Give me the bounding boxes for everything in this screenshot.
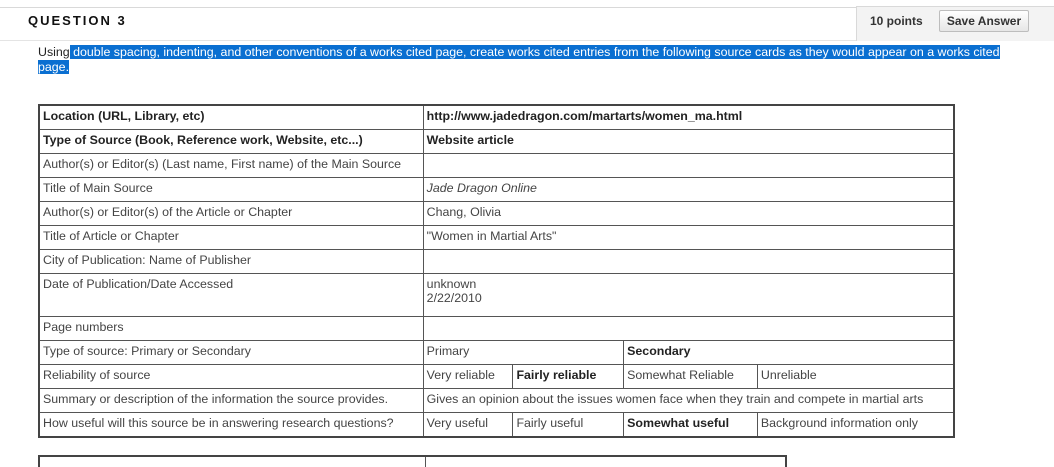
article-title-value: "Women in Martial Arts" <box>423 226 954 250</box>
article-author-value: Chang, Olivia <box>423 202 954 226</box>
option-very-reliable: Very reliable <box>423 365 513 389</box>
main-author-value <box>423 154 954 178</box>
instruction-text: Using <box>38 45 70 59</box>
date-accessed: 2/22/2010 <box>426 291 482 305</box>
table-row <box>39 274 954 317</box>
location-value: http://www.jadedragon.com/martarts/women_ma.html <box>423 105 954 130</box>
option-very-useful: Very useful <box>423 413 513 438</box>
row-label-city: City of Publication: Name of Publisher <box>39 250 423 274</box>
city-value <box>423 250 954 274</box>
table-row <box>39 178 954 202</box>
date-published: unknown <box>426 277 477 291</box>
table-row <box>39 226 954 250</box>
row-label-article-title: Title of Article or Chapter <box>39 226 423 250</box>
save-answer-button[interactable]: Save Answer <box>939 10 1029 32</box>
table-row <box>39 413 954 438</box>
option-unreliable: Unreliable <box>757 365 954 389</box>
row-label-type: Type of Source (Book, Reference work, Website, etc...) <box>39 130 423 154</box>
table-row <box>39 202 954 226</box>
option-secondary: Secondary <box>624 341 954 365</box>
instruction-selected-text[interactable]: double spacing, indenting, and other conventions of a works cited page, create works cited entries from the following source cards as they would appear on a works cited page. <box>38 45 1000 74</box>
table-row <box>39 105 954 130</box>
question-instructions <box>38 45 1028 75</box>
row-label-primary-secondary: Type of source: Primary or Secondary <box>39 341 423 365</box>
next-source-card-table <box>38 455 787 467</box>
source-card-table <box>38 104 955 438</box>
table-row <box>39 130 954 154</box>
table-row <box>39 365 954 389</box>
pages-value <box>423 317 954 341</box>
row-label-main-title: Title of Main Source <box>39 178 423 202</box>
option-background-only: Background information only <box>757 413 954 438</box>
points-value: 10 points <box>870 14 923 28</box>
row-label-pages: Page numbers <box>39 317 423 341</box>
row-label-date: Date of Publication/Date Accessed <box>39 274 423 317</box>
date-value <box>423 274 954 317</box>
row-label-main-author: Author(s) or Editor(s) (Last name, First name) of the Main Source <box>39 154 423 178</box>
table-row <box>39 389 954 413</box>
row-label-reliability: Reliability of source <box>39 365 423 389</box>
table-row <box>39 341 954 365</box>
row-label-article-author: Author(s) or Editor(s) of the Article or Chapter <box>39 202 423 226</box>
next-table-divider <box>425 457 426 467</box>
row-label-summary: Summary or description of the information the source provides. <box>39 389 423 413</box>
option-somewhat-useful: Somewhat useful <box>624 413 758 438</box>
option-fairly-useful: Fairly useful <box>513 413 624 438</box>
summary-value: Gives an opinion about the issues women face when they train and compete in martial arts <box>423 389 954 413</box>
question-title: QUESTION 3 <box>28 13 127 28</box>
table-row <box>39 250 954 274</box>
table-row <box>39 154 954 178</box>
main-title-value: Jade Dragon Online <box>423 178 954 202</box>
header-divider <box>0 7 856 8</box>
option-primary: Primary <box>423 341 623 365</box>
question-header <box>0 0 1054 41</box>
option-fairly-reliable: Fairly reliable <box>513 365 624 389</box>
row-label-location: Location (URL, Library, etc) <box>39 105 423 130</box>
type-value: Website article <box>423 130 954 154</box>
option-somewhat-reliable: Somewhat Reliable <box>624 365 758 389</box>
table-row <box>39 317 954 341</box>
row-label-usefulness: How useful will this source be in answering research questions? <box>39 413 423 438</box>
